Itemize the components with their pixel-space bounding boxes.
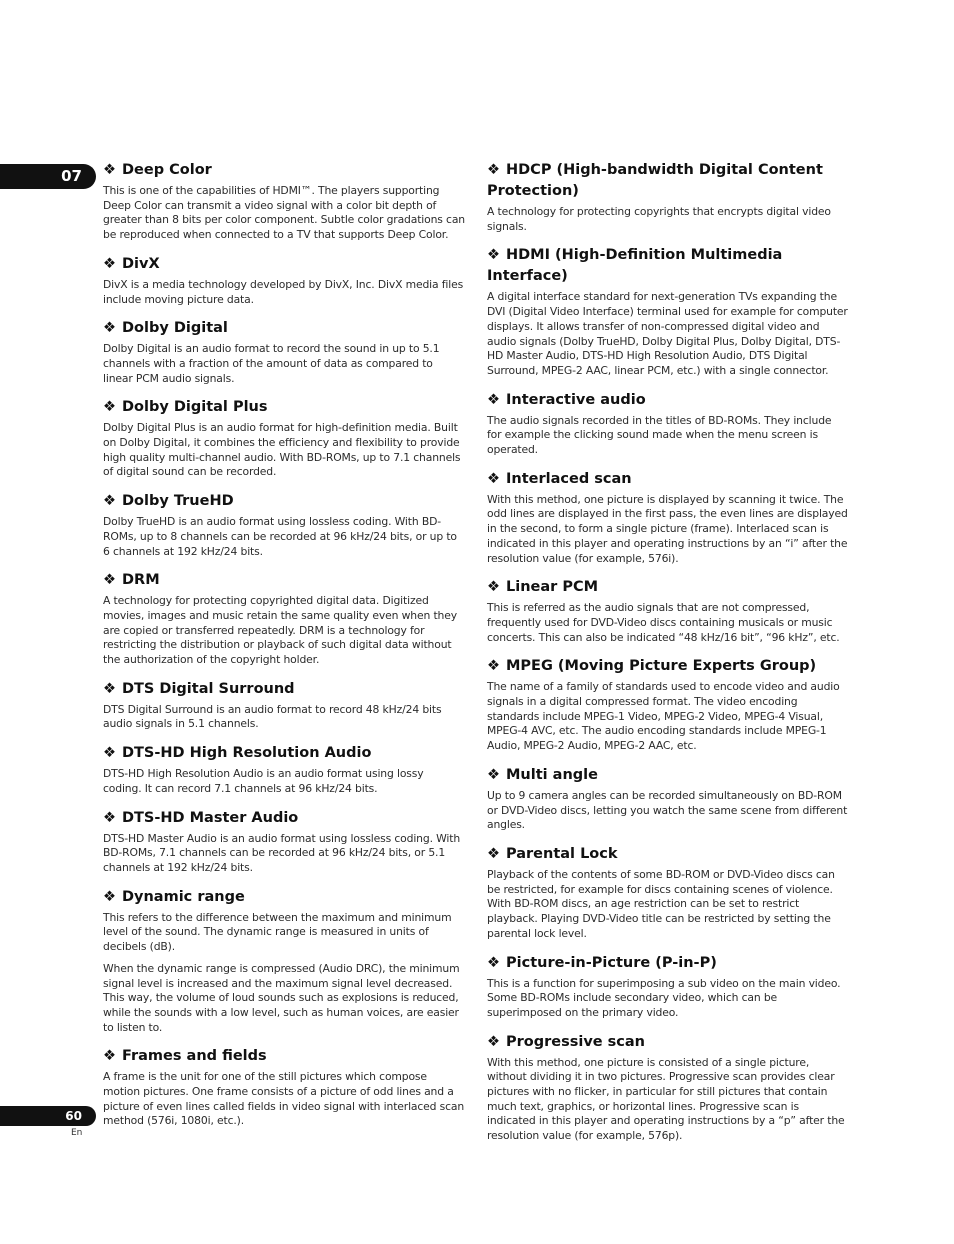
glossary-term (487, 844, 849, 865)
bullet-diamond-icon: ❖ (103, 745, 116, 762)
glossary-term (103, 160, 465, 181)
glossary-term (103, 1046, 465, 1067)
glossary-term (487, 469, 849, 490)
glossary-term-text: Dolby TrueHD (122, 493, 234, 510)
glossary-definition: Dolby Digital is an audio format to record the sound in up to 5.1 channels with a fraction of the amount of data as compared to linear PCM audio signals. (103, 342, 440, 385)
glossary-term-text: Dolby Digital Plus (122, 399, 268, 416)
glossary-definition: This is a function for superimposing a sub video on the main video. Some BD-ROMs include secondary video, which can be superimposed on the primary video. (487, 976, 841, 1019)
glossary-entry-hdcp-high-bandwidth-digital-content-protection (487, 160, 849, 234)
glossary-column-right (487, 160, 849, 1155)
glossary-term (487, 953, 849, 974)
glossary-term (487, 765, 849, 786)
glossary-term-text: DivX (122, 255, 160, 272)
glossary-term-text: Interactive audio (506, 391, 646, 408)
glossary-term (487, 656, 849, 677)
bullet-diamond-icon: ❖ (487, 470, 500, 487)
bullet-diamond-icon: ❖ (103, 1048, 116, 1065)
bullet-diamond-icon: ❖ (103, 809, 116, 826)
bullet-diamond-icon: ❖ (487, 658, 500, 675)
glossary-entry-dolby-digital-plus (103, 397, 465, 480)
glossary-definition: This is one of the capabilities of HDMI™. The players supporting Deep Color can transmit a video signal with a color bit depth of greater than 8 bits per color component. Subtle color gradations can be reproduced when connected to a TV that supports Deep Color. (103, 184, 465, 242)
glossary-term-text: Picture-in-Picture (P-in-P) (506, 954, 717, 971)
glossary-term (103, 318, 465, 339)
glossary-definition: Dolby Digital Plus is an audio format for high-definition media. Built on Dolby Digital, it combines the efficiency and flexibility to provide high quality multi-channel audio. With BD-ROMs, up to 7.1 channels of digital sound can be recorded. (103, 421, 461, 479)
glossary-entry-linear-pcm (487, 577, 849, 645)
glossary-entry-dolby-truehd (103, 491, 465, 559)
glossary-term-text: Progressive scan (506, 1033, 646, 1050)
glossary-definition: DTS Digital Surround is an audio format to record 48 kHz/24 bits audio signals in 5.1 channels. (103, 702, 442, 731)
page-number: 60 (65, 1109, 82, 1123)
bullet-diamond-icon: ❖ (487, 162, 500, 178)
glossary-term-text: Deep Color (122, 162, 212, 178)
glossary-definition: DTS-HD High Resolution Audio is an audio format using lossy coding. It can record 7.1 channels at 96 kHz/24 bits. (103, 767, 424, 795)
glossary-term (103, 743, 465, 764)
glossary-term (487, 390, 849, 411)
chapter-tab (0, 164, 96, 189)
glossary-entry-dynamic-range (103, 887, 465, 1036)
glossary-term-text: Linear PCM (506, 579, 599, 596)
glossary-definition: With this method, one picture is consisted of a single picture, without dividing it in two pictures. Progressive scan provides clear pictures with no flicker, in particular for still pictures that contain much text, graphics, or horizontal lines. Progressive scan is indicated in this player and operating instructions by a “p” after the resolution value (for example, 576p). (487, 1055, 845, 1143)
glossary-term (103, 808, 465, 829)
glossary-term-text: Multi angle (506, 766, 598, 783)
glossary-definition: Up to 9 camera angles can be recorded simultaneously on BD-ROM or DVD-Video discs, letting you watch the same scene from different angles. (487, 788, 848, 832)
glossary-definition: A technology for protecting copyrights that encrypts digital video signals. (487, 205, 831, 233)
glossary-entry-dts-hd-master-audio (103, 808, 465, 876)
glossary-entry-mpeg-moving-picture-experts-group (487, 656, 849, 754)
bullet-diamond-icon: ❖ (103, 320, 116, 337)
page-number-tab (0, 1106, 96, 1126)
glossary-term (487, 160, 849, 202)
glossary-term-text: MPEG (Moving Picture Experts Group) (506, 658, 817, 675)
glossary-entry-divx (103, 254, 465, 307)
glossary-definition: With this method, one picture is displayed by scanning it twice. The odd lines are displayed in the first pass, the even lines are displayed in the second, to form a single picture (frame). Interlaced scan is indicated in this player and operating instructions by an “i” after the resolution value (for example, 576i). (487, 492, 848, 565)
glossary-column-left (103, 160, 465, 1140)
glossary-term (103, 491, 465, 512)
glossary-entry-multi-angle (487, 765, 849, 833)
bullet-diamond-icon: ❖ (487, 766, 500, 783)
glossary-term-text: Frames and fields (122, 1048, 267, 1065)
bullet-diamond-icon: ❖ (103, 255, 116, 272)
glossary-entry-dolby-digital (103, 318, 465, 386)
chapter-number: 07 (61, 167, 82, 185)
glossary-entry-picture-in-picture-p-in-p (487, 953, 849, 1021)
glossary-definition: Playback of the contents of some BD-ROM or DVD-Video discs can be restricted, for example for discs containing scenes of violence. With BD-ROM discs, an age restriction can be set to restrict playback. Playing DVD-Video title can be restricted by setting the parental lock level. (487, 867, 835, 940)
bullet-diamond-icon: ❖ (103, 680, 116, 697)
glossary-definition: A digital interface standard for next-generation TVs expanding the DVI (Digital Video Interface) terminal used for example for computer displays. It allows transfer of non-compressed digital video and audio signals (Dolby TrueHD, Dolby Digital Plus, Dolby Digital, DTS-HD Master Audio, DTS-HD High Resolution Audio, DTS Digital Surround, MPEG-2 AAC, linear PCM, etc.) with a single connector. (487, 290, 848, 377)
glossary-term-text: DTS Digital Surround (122, 680, 295, 697)
glossary-entry-parental-lock (487, 844, 849, 942)
glossary-entry-interactive-audio (487, 390, 849, 458)
glossary-entry-deep-color (103, 160, 465, 243)
glossary-term (103, 254, 465, 275)
glossary-definition: DivX is a media technology developed by DivX, Inc. DivX media files include moving picture data. (103, 277, 464, 306)
glossary-definition: The name of a family of standards used to encode video and audio signals in a digital compressed format. The video encoding standards include MPEG-1 Video, MPEG-2 Video, MPEG-4 Visual, MPEG-4 AVC, etc. The audio encoding standards include MPEG-1 Audio, MPEG-2 Audio, MPEG-2 AAC, etc. (487, 680, 840, 753)
bullet-diamond-icon: ❖ (487, 247, 500, 264)
glossary-term (103, 887, 465, 908)
bullet-diamond-icon: ❖ (103, 572, 116, 589)
glossary-term-text: HDCP (High-bandwidth Digital Content Protection) (487, 162, 823, 199)
glossary-definition: The audio signals recorded in the titles of BD-ROMs. They include for example the clicking sound made when the menu screen is operated. (487, 413, 832, 457)
glossary-term-text: DRM (122, 572, 160, 589)
glossary-definition: This is referred as the audio signals that are not compressed, frequently used for DVD-Video discs containing musicals or music concerts. This can also be indicated “48 kHz/16 bit”, “96 kHz”, etc. (487, 601, 840, 644)
glossary-definition: DTS-HD Master Audio is an audio format using lossless coding. With BD-ROMs, 7.1 channels can be recorded at 96 kHz/24 bits, or 5.1 channels at 192 kHz/24 bits. (103, 831, 461, 874)
glossary-term (103, 679, 465, 700)
glossary-term-text: Dolby Digital (122, 320, 228, 337)
glossary-entry-frames-and-fields (103, 1046, 465, 1129)
glossary-definition: Dolby TrueHD is an audio format using lossless coding. With BD-ROMs, up to 8 channels can be recorded at 96 kHz/24 bits, or up to 6 channels at 192 kHz/24 bits. (103, 515, 457, 558)
glossary-term-text: DTS-HD Master Audio (122, 809, 299, 826)
bullet-diamond-icon: ❖ (103, 888, 116, 905)
glossary-term (103, 570, 465, 591)
glossary-term-text: HDMI (High-Definition Multimedia Interface) (487, 247, 783, 285)
bullet-diamond-icon: ❖ (487, 845, 500, 862)
glossary-entry-dts-digital-surround (103, 679, 465, 732)
glossary-term (103, 397, 465, 418)
bullet-diamond-icon: ❖ (487, 954, 500, 971)
bullet-diamond-icon: ❖ (487, 579, 500, 596)
bullet-diamond-icon: ❖ (103, 162, 116, 178)
bullet-diamond-icon: ❖ (487, 1033, 500, 1050)
bullet-diamond-icon: ❖ (103, 493, 116, 510)
glossary-entry-dts-hd-high-resolution-audio (103, 743, 465, 796)
glossary-term (487, 1032, 849, 1053)
glossary-definition: A frame is the unit for one of the still pictures which compose motion pictures. One frame consists of a picture of odd lines and a picture of even lines called fields in video signal with interlaced scan method (576i, 1080i, etc.). (103, 1070, 465, 1128)
glossary-entry-drm (103, 570, 465, 668)
glossary-definition: When the dynamic range is compressed (Audio DRC), the minimum signal level is increased and the maximum signal level decreased. This way, the volume of loud sounds such as explosions is reduced, while the sounds with a low level, such as human voices, are easier to listen to. (103, 961, 460, 1034)
glossary-term-text: Interlaced scan (506, 470, 632, 487)
glossary-term-text: Dynamic range (122, 888, 245, 905)
glossary-definition: A technology for protecting copyrighted digital data. Digitized movies, images and music retain the same quality even when they are copied or transferred repeatedly. DRM is a technology for restricting the distribution or playback of such digital data without the authorization of the copyright holder. (103, 594, 457, 667)
glossary-term (487, 577, 849, 598)
language-label: En (71, 1128, 83, 1138)
glossary-term-text: DTS-HD High Resolution Audio (122, 745, 372, 762)
bullet-diamond-icon: ❖ (487, 391, 500, 408)
glossary-term-text: Parental Lock (506, 845, 618, 862)
glossary-entry-interlaced-scan (487, 469, 849, 567)
glossary-entry-hdmi-high-definition-multimedia-interface (487, 245, 849, 378)
bullet-diamond-icon: ❖ (103, 399, 116, 416)
glossary-definition: This refers to the difference between the maximum and minimum level of the sound. The dynamic range is measured in units of decibels (dB). (103, 910, 452, 954)
glossary-entry-progressive-scan (487, 1032, 849, 1144)
glossary-term (487, 245, 849, 287)
